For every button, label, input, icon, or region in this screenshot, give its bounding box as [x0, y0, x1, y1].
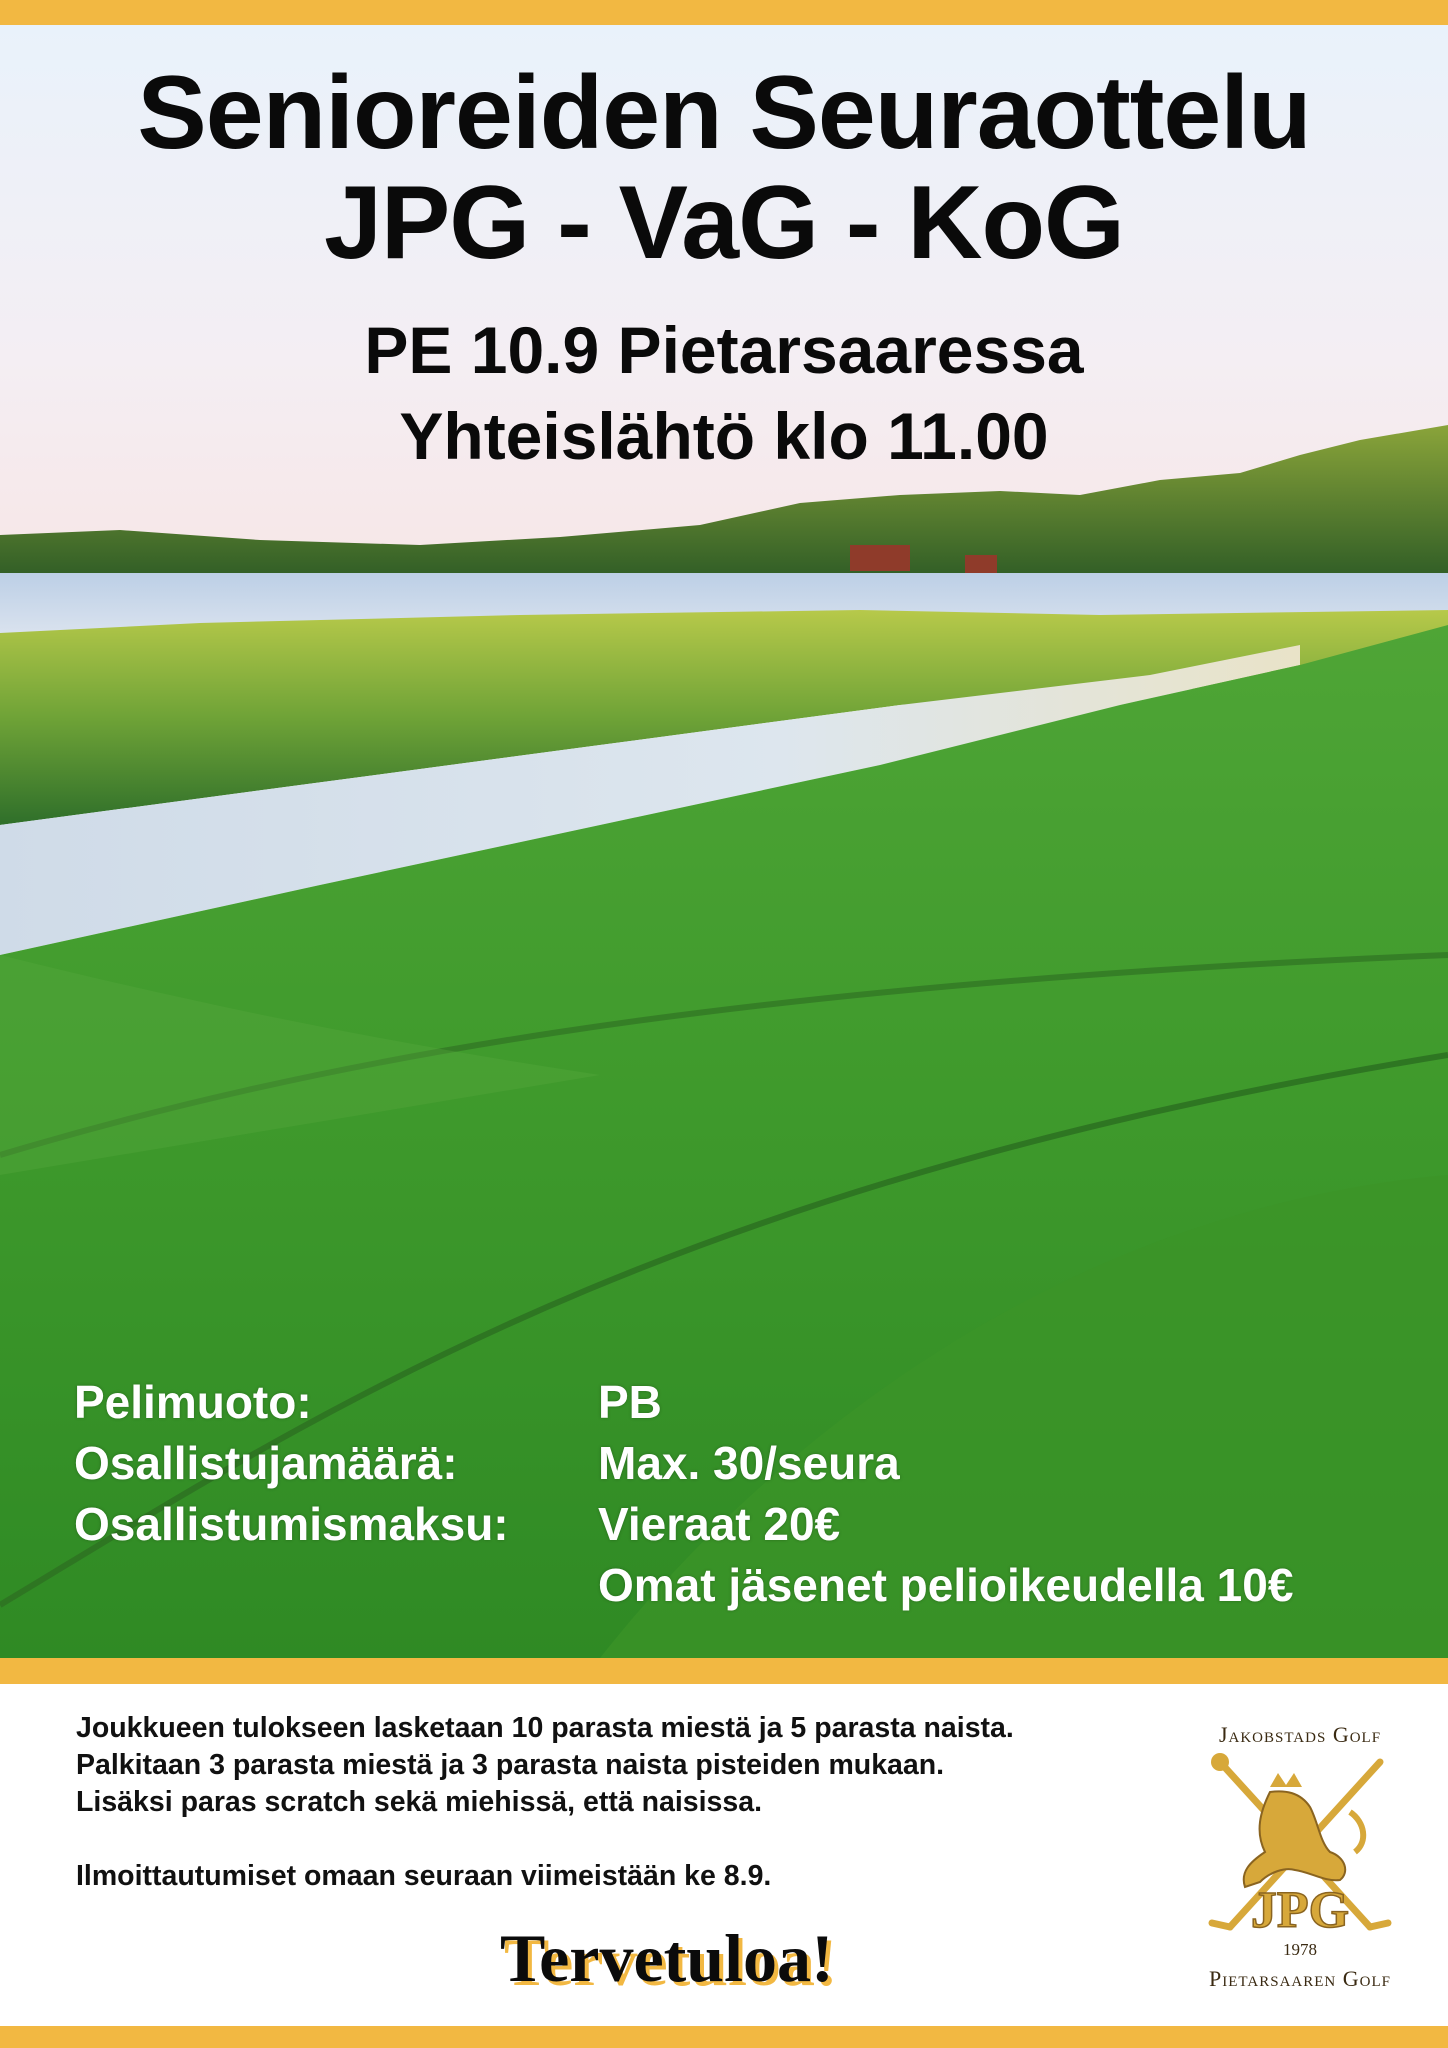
detail-label: Pelimuoto: — [74, 1376, 312, 1428]
logo-monogram: JPG — [1250, 1882, 1350, 1939]
middle-accent-bar — [0, 1658, 1448, 1684]
detail-label: Osallistumismaksu: — [74, 1498, 509, 1550]
poster-title-line1: Senioreiden Seuraottelu — [137, 55, 1311, 171]
detail-value: Omat jäsenet pelioikeudella 10€ — [598, 1559, 1294, 1611]
info-text — [76, 1710, 1014, 1895]
logo-bottom-text: Pietarsaaren Golf — [1209, 1966, 1391, 1991]
event-details — [74, 1372, 1293, 1616]
detail-value: Max. 30/seura — [598, 1437, 900, 1489]
logo-top-text: Jakobstads Golf — [1218, 1722, 1382, 1747]
club-logo — [1180, 1712, 1420, 2012]
detail-value: Vieraat 20€ — [598, 1498, 841, 1550]
info-line: Joukkueen tulokseen lasketaan 10 parasta miestä ja 5 parasta naista. — [76, 1712, 1014, 1744]
top-accent-bar — [0, 0, 1448, 25]
detail-value: PB — [598, 1376, 662, 1428]
info-line: Lisäksi paras scratch sekä miehissä, että naisissa. — [76, 1786, 763, 1818]
detail-row-fee — [74, 1494, 1293, 1555]
detail-row-format — [74, 1372, 1293, 1433]
poster-title-line2: JPG - VaG - KoG — [324, 165, 1124, 281]
info-line: Palkitaan 3 parasta miestä ja 3 parasta naista pisteiden mukaan. — [76, 1749, 945, 1781]
registration-deadline: Ilmoittautumiset omaan seuraan viimeistään ke 8.9. — [76, 1860, 772, 1892]
bottom-accent-bar — [0, 2026, 1448, 2048]
lion-crest-icon — [1200, 1752, 1400, 1942]
welcome-text: Tervetuloa! — [500, 1920, 834, 1996]
detail-label: Osallistujamäärä: — [74, 1437, 458, 1489]
poster-date-location: PE 10.9 Pietarsaaressa — [364, 313, 1084, 387]
poster-start-time: Yhteislähtö klo 11.00 — [399, 399, 1049, 473]
detail-row-fee-members — [74, 1555, 1293, 1616]
detail-row-participants — [74, 1433, 1293, 1494]
logo-year: 1978 — [1283, 1940, 1317, 1959]
detail-label — [74, 1555, 598, 1616]
